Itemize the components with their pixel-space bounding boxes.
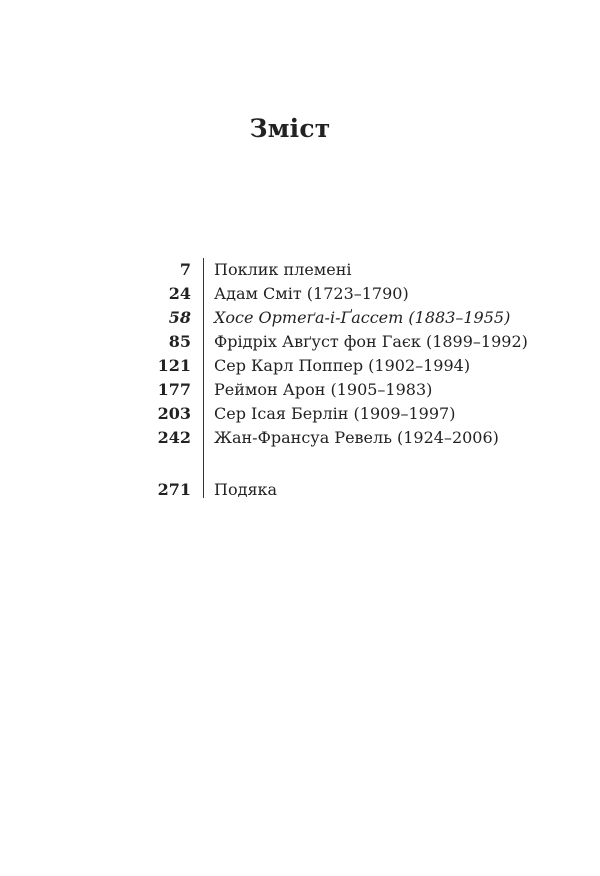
toc-page-number: 58 [168, 308, 191, 327]
toc-entry [0, 426, 600, 450]
toc-entry-title: Жан-Франсуа Ревель (1924–2006) [214, 428, 499, 447]
toc-page-number: 242 [157, 428, 191, 447]
toc-entry [0, 354, 600, 378]
toc-page-number: 203 [157, 404, 191, 423]
toc-entry-title: Сер Ісая Берлін (1909–1997) [214, 404, 456, 423]
toc-entry-title: Фрідріх Авґуст фон Гаєк (1899–1992) [214, 332, 528, 351]
toc-entry [0, 330, 600, 354]
page-title: Зміст [249, 114, 331, 143]
toc-entry-title: Поклик племені [214, 260, 352, 279]
toc-page-number: 85 [168, 332, 191, 351]
toc-entry [0, 478, 600, 502]
toc-entry-title: Адам Сміт (1723–1790) [214, 284, 409, 303]
toc-entry-title: Подяка [214, 480, 278, 499]
toc-page-number: 271 [157, 480, 191, 499]
toc-page-number: 24 [168, 284, 191, 303]
toc-entry [0, 378, 600, 402]
toc-entry [0, 282, 600, 306]
toc-entry-title: Хосе Ортеґа-і-Ґассет (1883–1955) [214, 308, 511, 327]
toc-entry [0, 306, 600, 330]
toc-entry-title: Сер Карл Поппер (1902–1994) [214, 356, 471, 375]
toc-entry [0, 258, 600, 282]
toc-entry-title: Реймон Арон (1905–1983) [214, 380, 433, 399]
toc-page-number: 177 [157, 380, 191, 399]
toc-entry [0, 402, 600, 426]
toc-page-number: 7 [179, 260, 191, 279]
toc-page-number: 121 [157, 356, 191, 375]
